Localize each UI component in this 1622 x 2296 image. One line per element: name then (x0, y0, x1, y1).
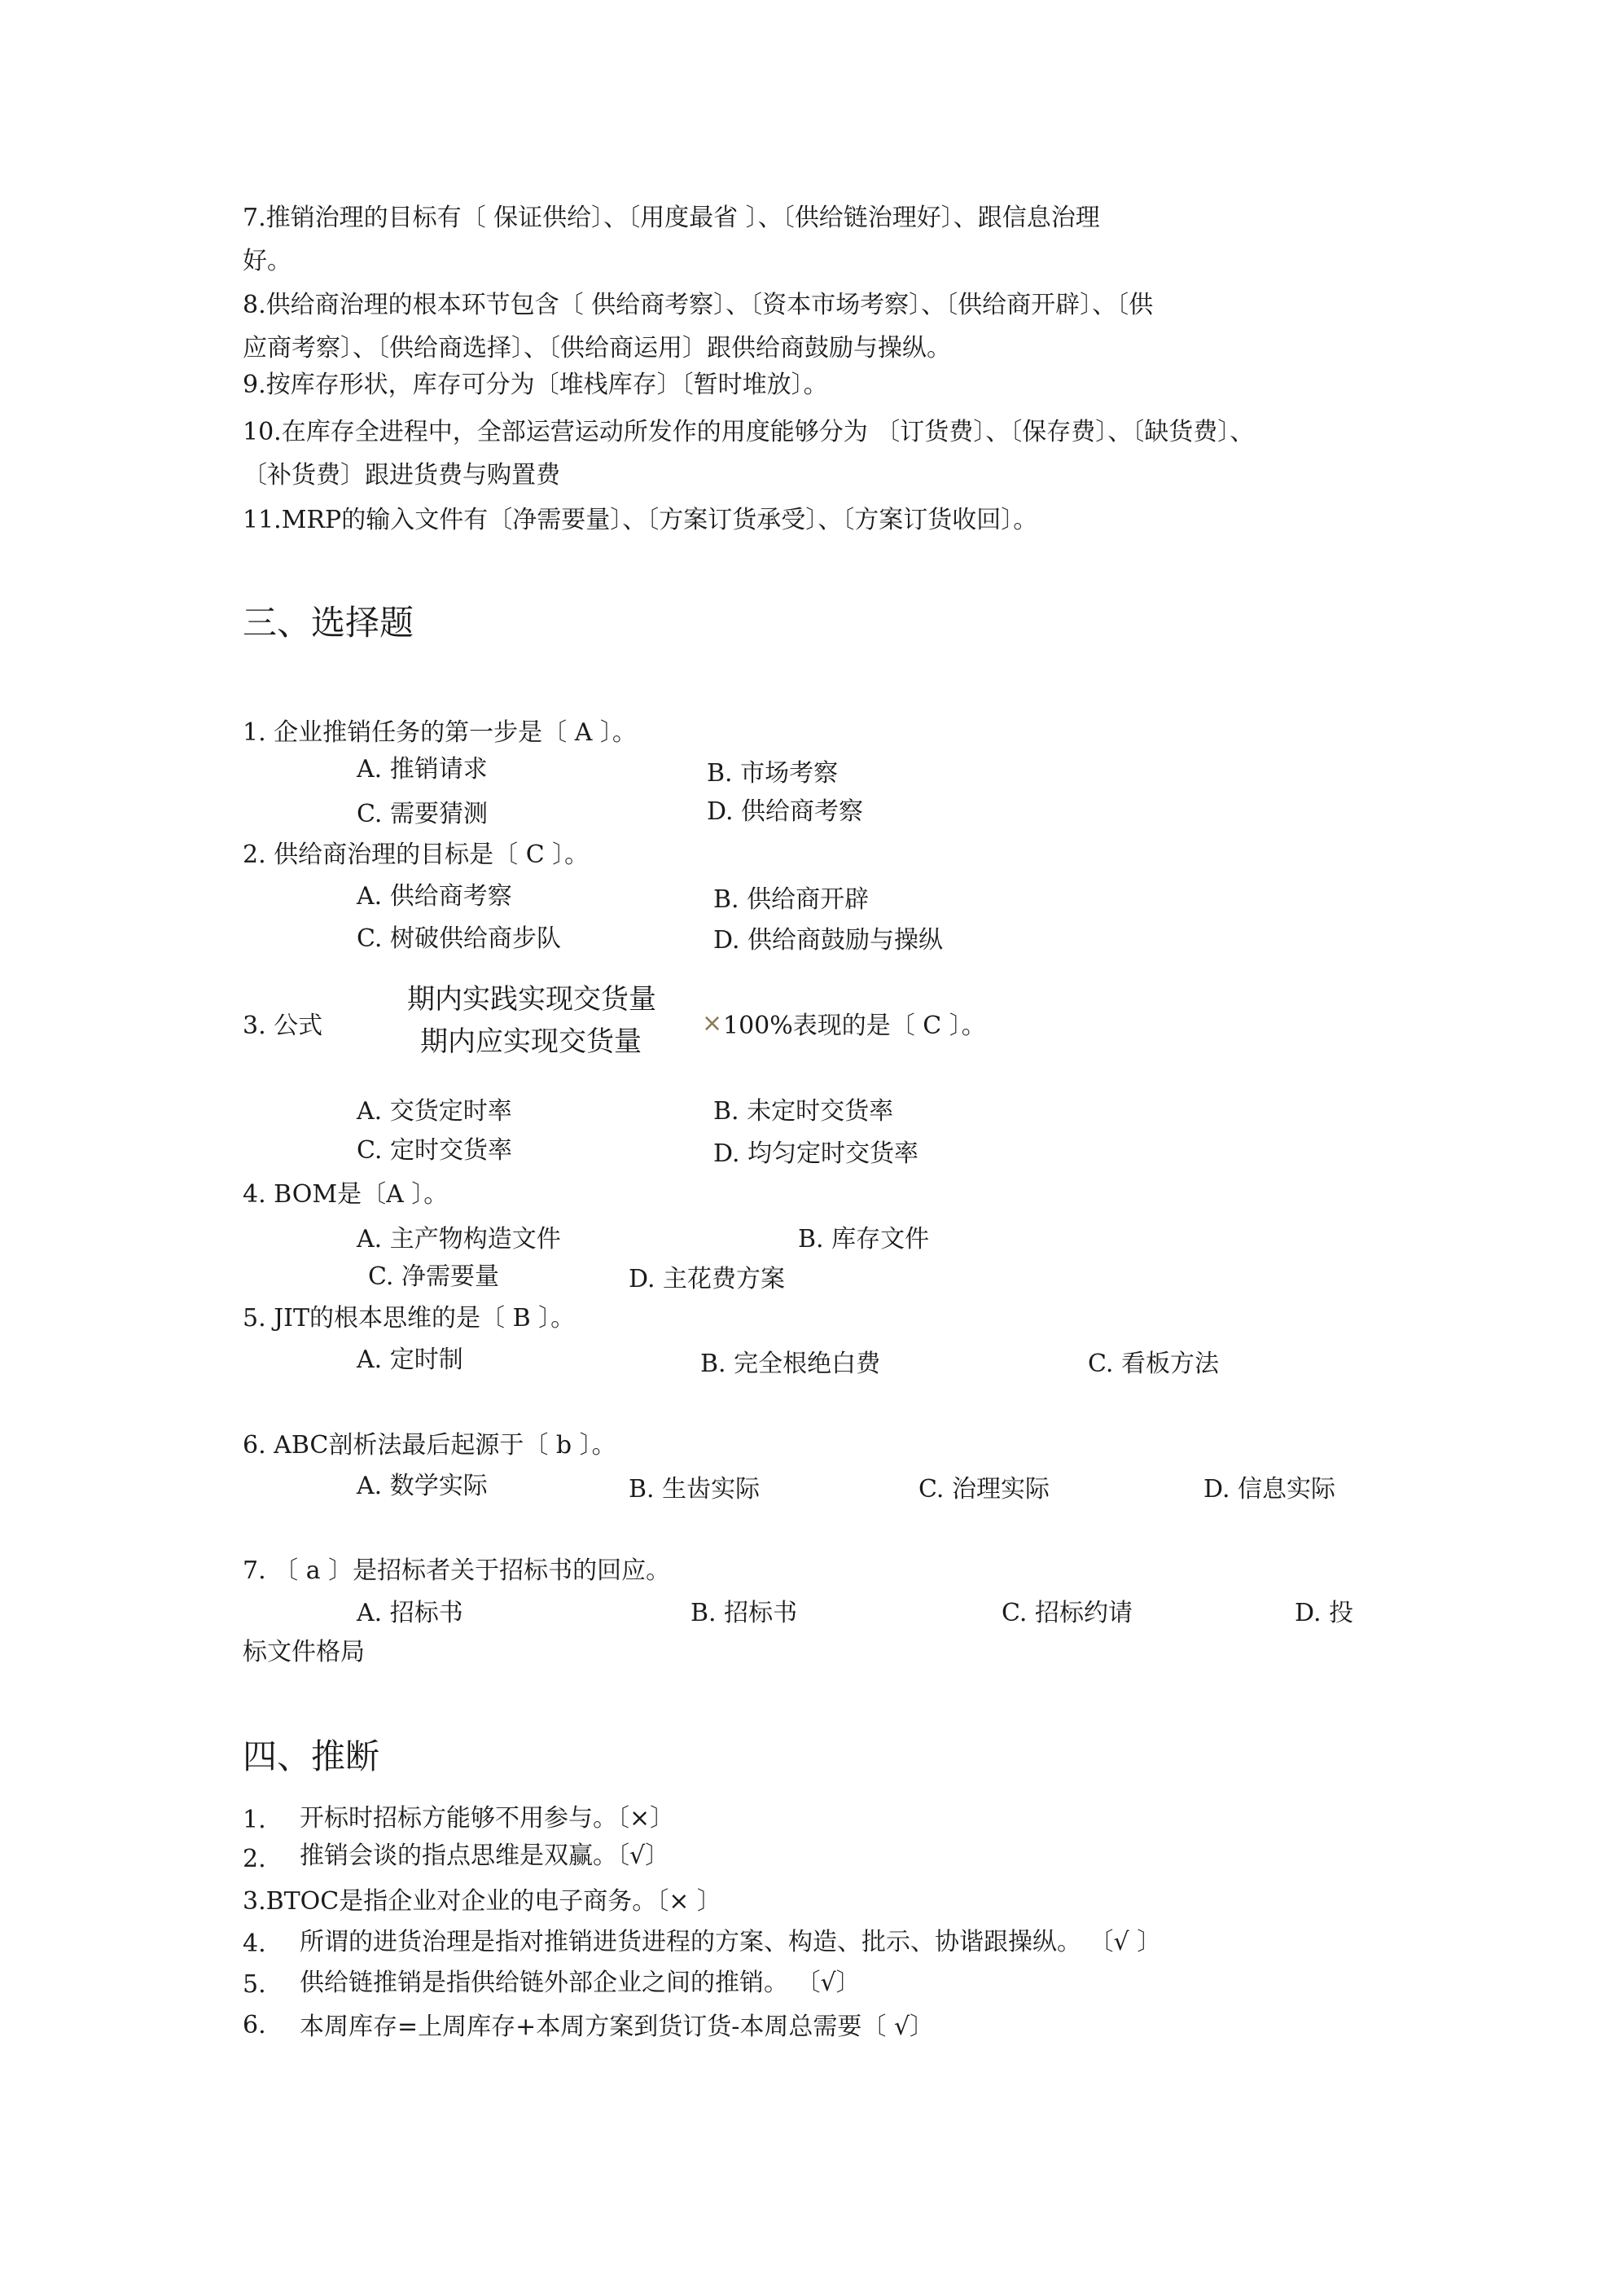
judge-item-number: 2. (243, 1845, 266, 1873)
q4-stem: 4. BOM是〔A 〕。 (243, 1180, 449, 1209)
judge-item-number: 5. (243, 1970, 266, 1999)
q3-prefix: 3. 公式 (243, 1012, 323, 1040)
q6-option-b: B. 生齿实际 (629, 1475, 761, 1504)
q7-option-a: A. 招标书 (357, 1599, 463, 1627)
judge-item-number: 1. (243, 1806, 266, 1834)
fill-q7-line1: 7.推销治理的目标有〔 保证供给〕、〔用度最省 〕、〔供给链治理好〕、跟信息治理 (243, 204, 1100, 232)
q4-option-b: B. 库存文件 (798, 1225, 930, 1253)
multiply-sign: × (702, 1009, 723, 1038)
q1-stem: 1. 企业推销任务的第一步是〔 A 〕。 (243, 718, 637, 747)
q2-stem: 2. 供给商治理的目标是〔 C 〕。 (243, 841, 590, 869)
q3-option-c: C. 定时交货率 (357, 1136, 512, 1165)
q7-option-b: B. 招标书 (690, 1599, 798, 1627)
fill-q9: 9.按库存形状，库存可分为〔堆栈库存〕〔暂时堆放〕。 (243, 371, 828, 399)
q3-suffix: 100%表现的是〔 C 〕。 (723, 1012, 986, 1040)
q1-option-d: D. 供给商考察 (707, 797, 864, 826)
q6-option-d: D. 信息实际 (1203, 1475, 1336, 1504)
fill-q8-line1: 8.供给商治理的根本环节包含〔 供给商考察〕、〔资本市场考察〕、〔供给商开辟〕、〔供 (243, 291, 1154, 319)
q4-option-a: A. 主产物构造文件 (357, 1225, 561, 1253)
q1-option-a: A. 推销请求 (357, 755, 488, 784)
judge-item-number: 4. (243, 1929, 266, 1958)
q7-stem: 7. 〔 a 〕是招标者关于招标书的回应。 (243, 1556, 671, 1585)
q4-option-c: C. 净需要量 (368, 1262, 499, 1291)
q2-option-d: D. 供给商鼓励与操纵 (713, 926, 944, 955)
formula-numerator: 期内实践实现交货量 (407, 983, 656, 1016)
q5-option-b: B. 完全根绝白费 (700, 1350, 881, 1378)
judge-item-text: 推销会谈的指点思维是双赢。〔√〕 (300, 1842, 670, 1870)
q6-stem: 6. ABC剖析法最后起源于〔 b 〕。 (243, 1431, 616, 1460)
judge-item-text: 供给链推销是指供给链外部企业之间的推销。 〔√〕 (300, 1969, 861, 1997)
judge-item-text: 开标时招标方能够不用参与。〔×〕 (300, 1804, 675, 1833)
q5-option-c: C. 看板方法 (1088, 1350, 1219, 1378)
fill-q10-line1: 10.在库存全进程中，全部运营运动所发作的用度能够分为 〔订货费〕、〔保存费〕、〔缺货费〕、 (243, 418, 1255, 446)
q1-option-b: B. 市场考察 (707, 759, 839, 788)
q3-option-a: A. 交货定时率 (357, 1097, 512, 1126)
q7-option-d-continued: 标文件格局 (243, 1638, 365, 1666)
section3-heading: 三、选择题 (243, 603, 414, 643)
q2-option-a: A. 供给商考察 (357, 882, 512, 911)
q6-option-a: A. 数学实际 (357, 1472, 488, 1500)
fill-q7-line2: 好。 (243, 247, 292, 275)
judge-item-text: 3.BTOC是指企业对企业的电子商务。〔× 〕 (243, 1887, 721, 1916)
q5-option-a: A. 定时制 (357, 1346, 463, 1374)
q3-option-d: D. 均匀定时交货率 (713, 1139, 919, 1168)
judge-item-number: 6. (243, 2011, 266, 2039)
q4-option-d: D. 主花费方案 (629, 1265, 786, 1293)
q1-option-c: C. 需要猜测 (357, 800, 488, 828)
q2-option-b: B. 供给商开辟 (713, 885, 870, 914)
q2-option-c: C. 树破供给商步队 (357, 924, 561, 953)
judge-item-text: 本周库存=上周库存+本周方案到货订货-本周总需要〔 √〕 (300, 2013, 935, 2041)
q6-option-c: C. 治理实际 (918, 1475, 1050, 1504)
judge-item-text: 所谓的进货治理是指对推销进货进程的方案、构造、批示、协谐跟操纵。 〔√ 〕 (300, 1928, 1162, 1956)
q7-option-d: D. 投 (1295, 1599, 1354, 1627)
fill-q8-line2: 应商考察〕、〔供给商选择〕、〔供给商运用〕跟供给商鼓励与操纵。 (243, 334, 951, 362)
q5-stem: 5. JIT的根本思维的是〔 B 〕。 (243, 1304, 576, 1332)
formula-denominator: 期内应实现交货量 (420, 1025, 642, 1058)
section4-heading: 四、推断 (243, 1736, 380, 1776)
fill-q10-line2: 〔补货费〕跟进货费与购置费 (243, 461, 560, 489)
fill-q11: 11.MRP的输入文件有〔净需要量〕、〔方案订货承受〕、〔方案订货收回〕。 (243, 506, 1038, 534)
q7-option-c: C. 招标约请 (1002, 1599, 1133, 1627)
q3-option-b: B. 未定时交货率 (713, 1097, 894, 1126)
